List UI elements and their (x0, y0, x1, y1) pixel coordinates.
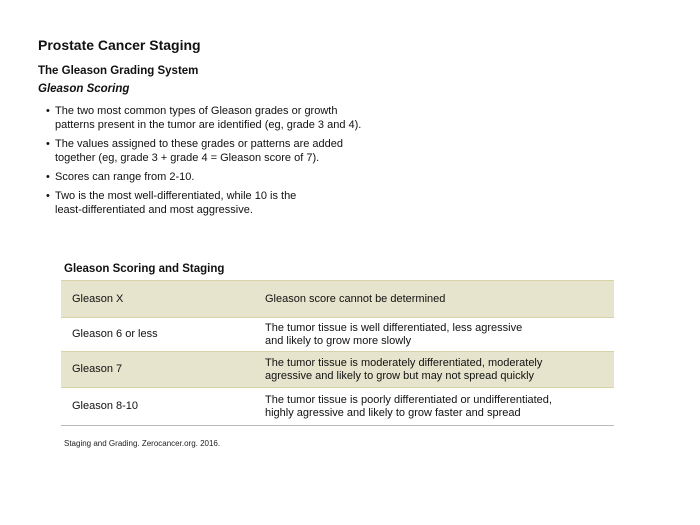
page-title: Prostate Cancer Staging (38, 37, 201, 53)
table-row (61, 318, 614, 352)
bullet-line: The two most common types of Gleason grades or growth (55, 105, 338, 117)
description-line: and likely to grow more slowly (265, 334, 412, 347)
description-line: The tumor tissue is poorly differentiated or undifferentiated, (265, 393, 552, 406)
stage-cell: Gleason X (72, 292, 124, 305)
gleason-staging-table (61, 280, 614, 426)
stage-cell: Gleason 6 or less (72, 328, 158, 340)
table-row (61, 352, 614, 388)
description-line: highly agressive and likely to grow faster and spread (265, 406, 521, 419)
stage-cell: Gleason 8-10 (72, 400, 139, 412)
description-cell (254, 388, 614, 426)
bullet-item (46, 170, 466, 184)
bullet-line: patterns present in the tumor are identified (eg, grade 3 and 4). (55, 119, 362, 131)
section-title: The Gleason Grading System (38, 65, 199, 77)
table-title: Gleason Scoring and Staging (64, 263, 225, 275)
description-cell (254, 318, 614, 352)
bullet-line: together (eg, grade 3 + grade 4 = Gleason score of 7). (55, 152, 320, 164)
table-row (61, 388, 614, 426)
table-row (61, 281, 614, 318)
description-line: agressive and likely to grow but may not spread quickly (265, 369, 535, 382)
description-line: Gleason score cannot be determined (265, 292, 446, 305)
stage-cell: Gleason 7 (72, 363, 123, 375)
description-cell (254, 281, 614, 318)
bullet-item (46, 189, 466, 217)
bullet-line: Two is the most well-differentiated, while 10 is the (55, 190, 297, 202)
bullet-list (46, 104, 466, 222)
description-line: The tumor tissue is well differentiated, less agressive (265, 321, 523, 334)
bullet-line: least-differentiated and most aggressive. (55, 204, 253, 216)
bullet-line: Scores can range from 2-10. (55, 171, 195, 183)
bullet-item (46, 104, 466, 132)
description-cell (254, 352, 614, 388)
source-citation: Staging and Grading. Zerocancer.org. 2016. (64, 439, 221, 448)
bullet-line: The values assigned to these grades or patterns are added (55, 138, 344, 150)
description-line: The tumor tissue is moderately differentiated, moderately (265, 356, 543, 369)
bullet-item (46, 137, 466, 165)
subsection-title: Gleason Scoring (38, 83, 130, 95)
